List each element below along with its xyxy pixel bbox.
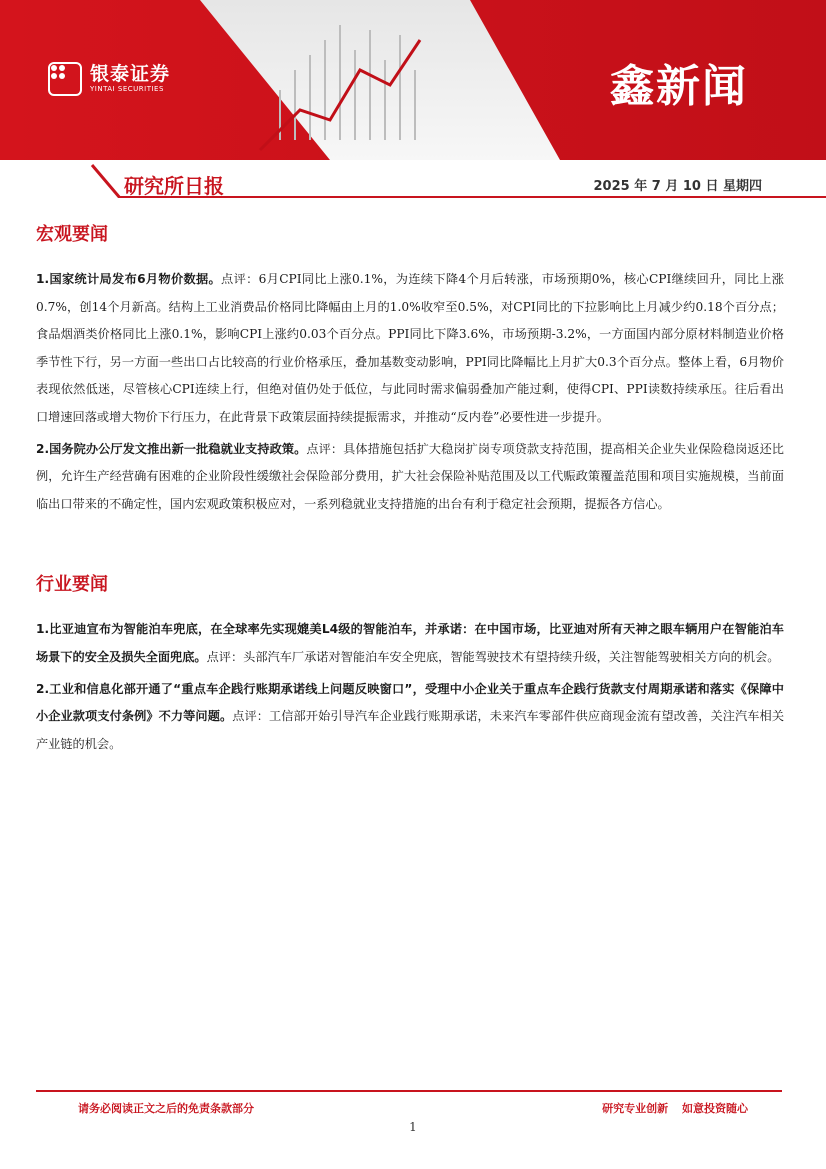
publication-title: 鑫新闻: [610, 61, 748, 112]
news-headline: 2.国务院办公厅发文推出新一批稳就业支持政策。: [36, 441, 307, 456]
news-item: [36, 436, 784, 519]
news-headline: 2.工业和信息化部开通了“重点车企践行账期承诺线上问题反映窗口”，受理中小企业关于重点车企践行货款支付周期承诺和落实《保障中小企业款项支付条例》不力等问题。: [36, 681, 784, 724]
news-item: [36, 676, 784, 759]
news-item: [36, 266, 784, 432]
section-title-industry: 行业要闻: [36, 574, 108, 596]
news-comment: 点评：6月CPI同比上涨0.1%，为连续下降4个月后转涨，市场预期0%，核心CPI继续回升，同比上涨0.7%，创14个月新高。结构上工业消费品价格同比降幅由上月的1.0%收窄至0.5%，对CPI同比的下拉影响比上月减少约0.18个百分点；食品烟酒类价格同比上涨0.1%，影响CPI上涨约0.03个百分点。PPI同比下降3.6%，市场预期-3.2%，一方面国内部分原材料制造业价格季节性下行，另一方面一些出口占比较高的行业价格承压，叠加基数变动影响，PPI同比降幅比上月扩大0.3个百分点。整体上看，6月物价表现依然低迷，尽管核心CPI连续上行，但绝对值仍处于低位，与此同时需求偏弱叠加产能过剩，使得CPI、PPI读数持续承压。往后看出口增速回落或增大物价下行压力，在此背景下政策层面持续提振需求，并推动“反内卷”必要性进一步提升。: [36, 272, 784, 424]
logo-name-en: YINTAI SECURITIES: [90, 85, 164, 93]
report-subtitle: 研究所日报: [124, 174, 224, 198]
brand-logo: [48, 62, 170, 96]
report-date: 2025 年 7 月 10 日 星期四: [593, 179, 762, 194]
news-headline: 1.比亚迪宣布为智能泊车兜底，在全球率先实现媲美L4级的智能泊车，并承诺：在中国市场，比亚迪对所有天神之眼车辆用户在智能泊车场景下的安全及损失全面兜底。: [36, 622, 784, 664]
section-title-macro: 宏观要闻: [36, 224, 108, 245]
disclaimer-note: 请务必阅读正文之后的免责条款部分: [78, 1102, 254, 1115]
page-number: 1: [409, 1120, 417, 1134]
news-comment: 点评：头部汽车厂承诺对智能泊车安全兜底，智能驾驶技术有望持续升级，关注智能驾驶相关方向的机会。: [206, 649, 780, 664]
header-banner: [0, 0, 826, 198]
logo-mark-icon: [48, 62, 82, 96]
report-body: [36, 210, 784, 762]
news-comment: 点评：具体措施包括扩大稳岗扩岗专项贷款支持范围，提高相关企业失业保险稳岗返还比例，允许生产经营确有困难的企业阶段性缓缴社会保险部分费用，扩大社会保险补贴范围及以工代赈政策覆盖范围和项目实施规模，当前面临出口带来的不确定性，国内宏观政策积极应对，一系列稳就业支持措施的出台有利于稳定社会预期，提振各方信心。: [36, 441, 784, 511]
news-headline: 1.国家统计局发布6月物价数据。: [36, 272, 222, 286]
news-item: [36, 616, 784, 671]
news-comment: 点评：工信部开始引导汽车企业践行账期承诺，未来汽车零部件供应商现金流有望改善，关注汽车相关产业链的机会。: [36, 709, 785, 751]
logo-name-cn: 银泰证券: [90, 63, 171, 85]
footer-slogan: 研究专业创新 如意投资随心: [602, 1102, 748, 1115]
footer-divider: [36, 1090, 782, 1092]
